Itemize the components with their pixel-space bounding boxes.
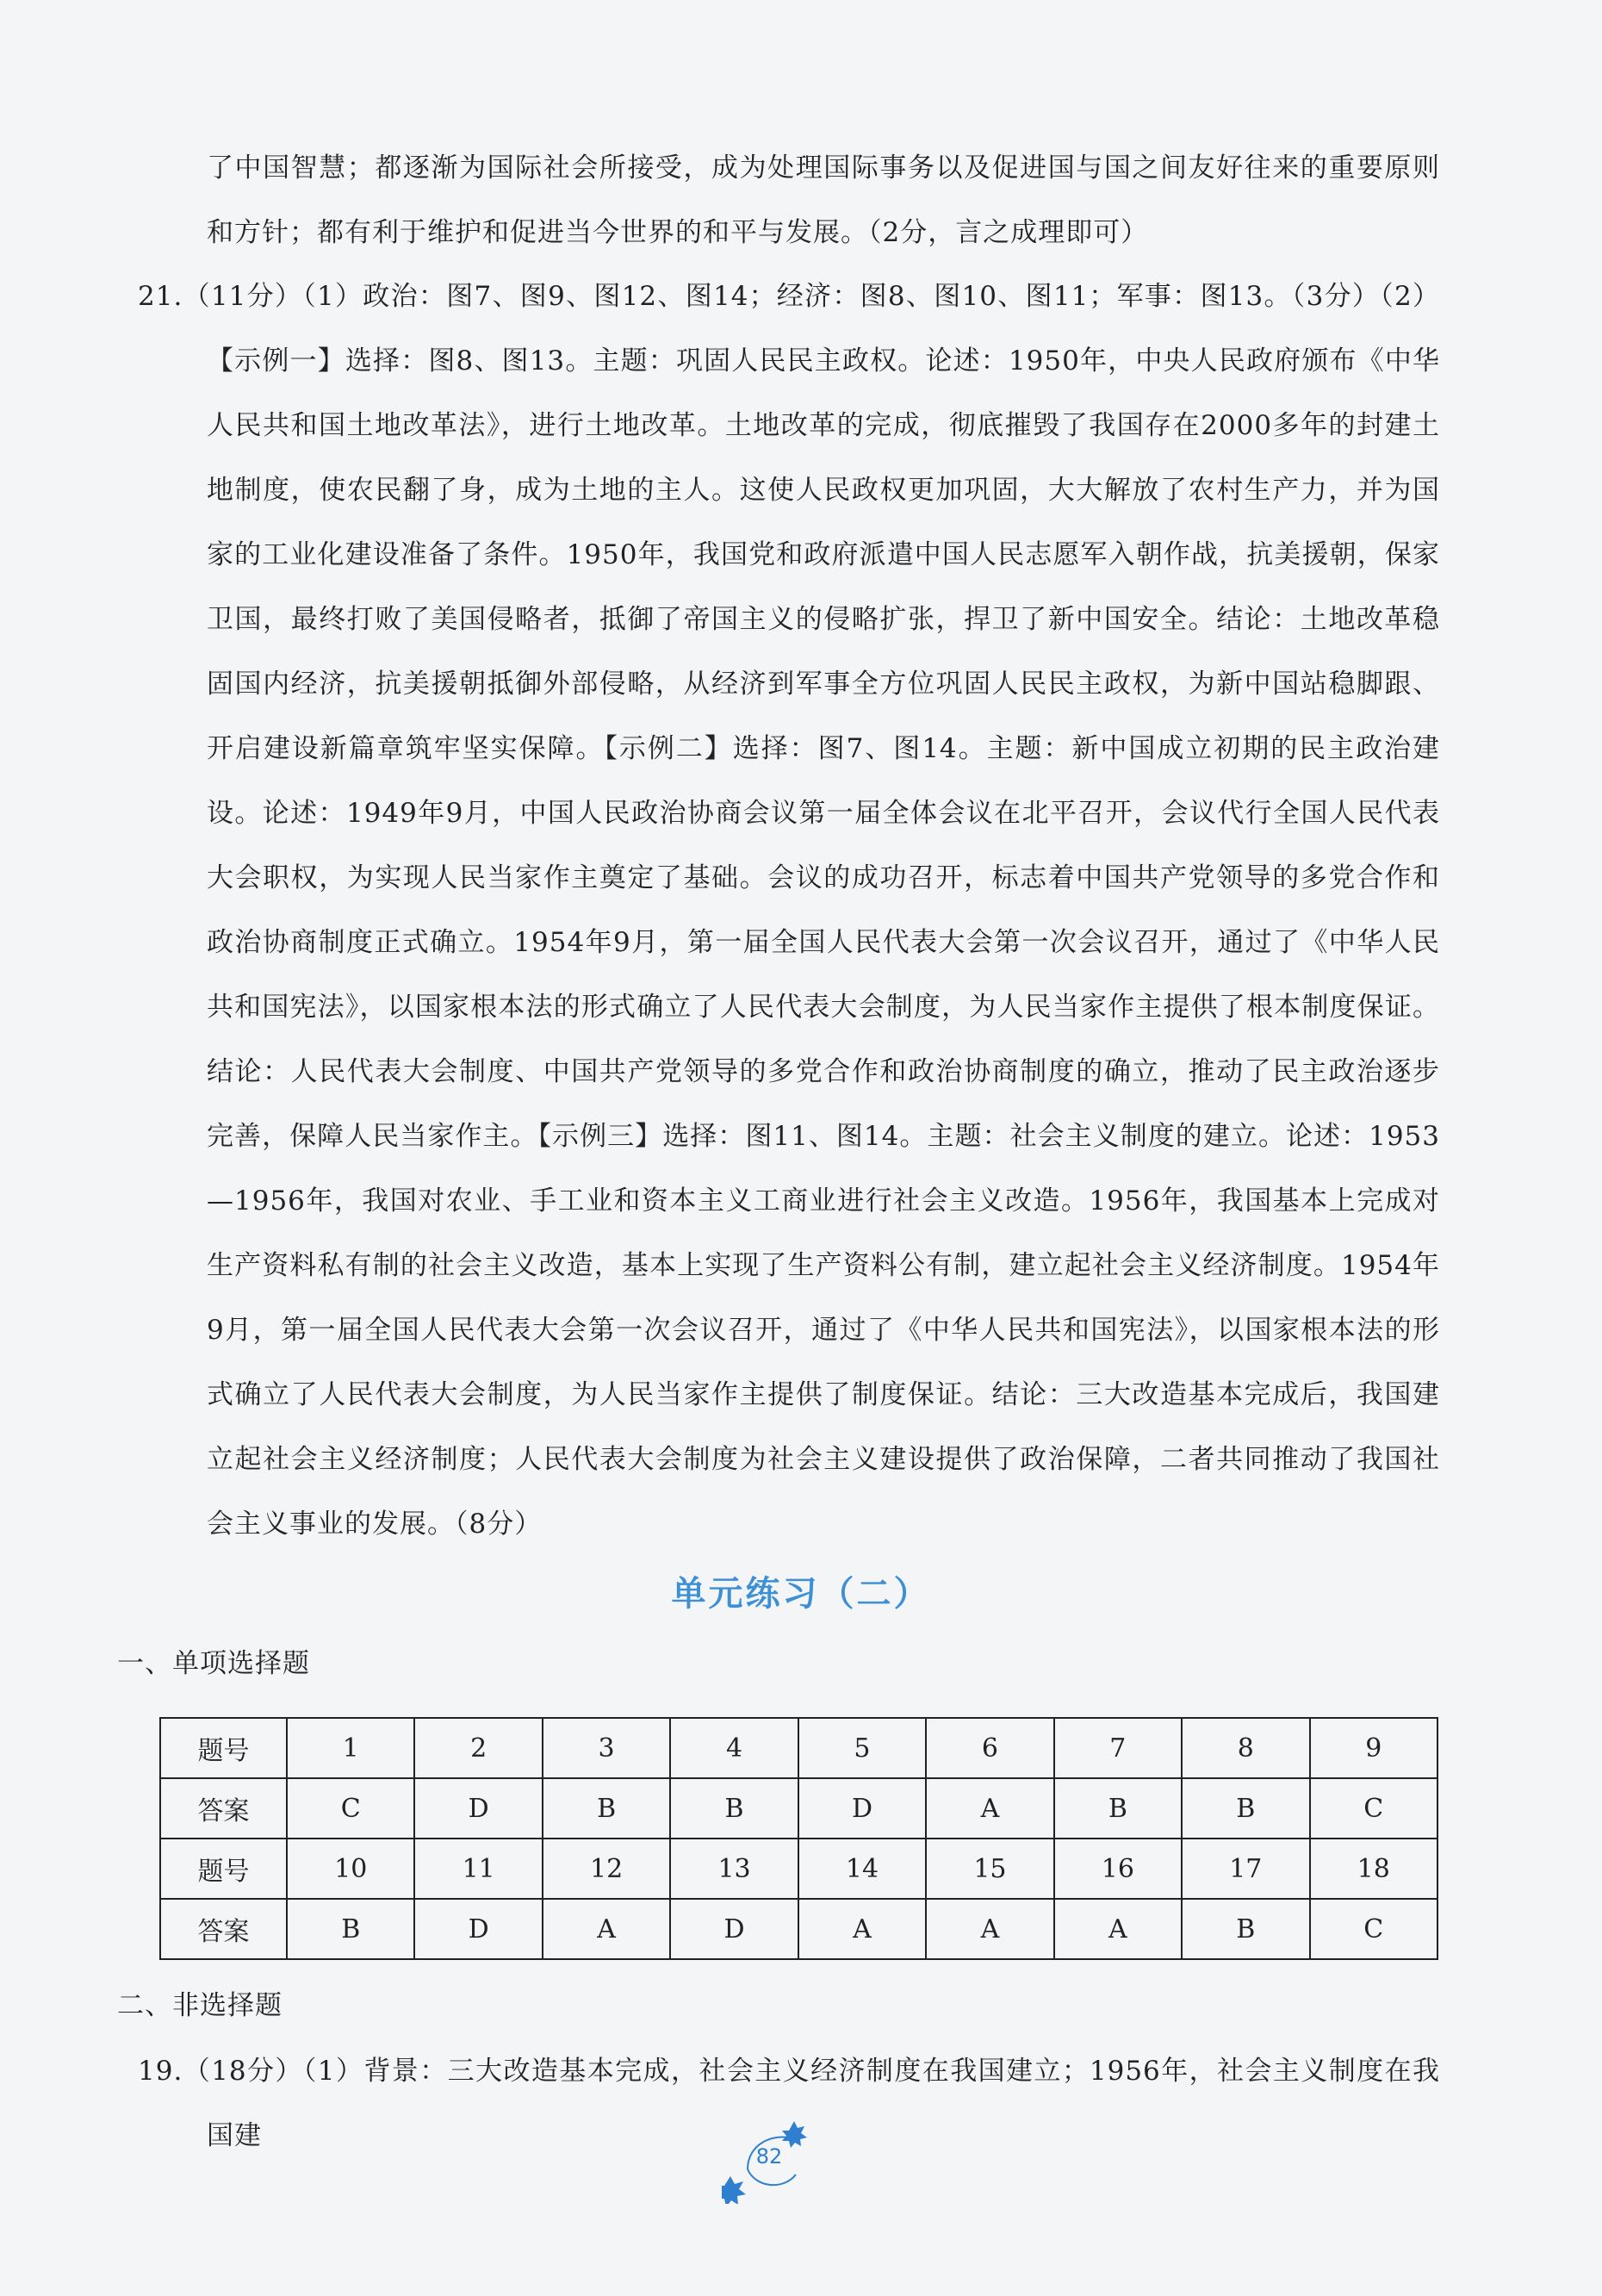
table-cell: 13 bbox=[670, 1839, 798, 1899]
answer-table bbox=[159, 1717, 1438, 1960]
paragraph-20-continuation bbox=[207, 136, 1440, 265]
table-cell: 4 bbox=[670, 1718, 798, 1778]
paragraph-text: 21.（11分）（1）政治：图7、图9、图12、图14；经济：图8、图10、图11；军事：图13。（3分）（2）【示例一】选择：图8、图13。主题：巩固人民民主政权。论述：1950年，中央人民政府颁布《中华人民共和国土地改革法》，进行土地改革。土地改革的完成，彻底摧毁了我国存在2000多年的封建土地制度，使农民翻了身，成为土地的主人。这使人民政权更加巩固，大大解放了农村生产力，并为国家的工业化建设准备了条件。1950年，我国党和政府派遣中国人民志愿军入朝作战，抗美援朝，保家卫国，最终打败了美国侵略者，抵御了帝国主义的侵略扩张，捍卫了新中国安全。结论：土地改革稳固国内经济，抗美援朝抵御外部侵略，从经济到军事全方位巩固人民民主政权，为新中国站稳脚跟、开启建设新篇章筑牢坚实保障。【示例二】选择：图7、图14。主题：新中国成立初期的民主政治建设。论述：1949年9月，中国人民政治协商会议第一届全体会议在北平召开，会议代行全国人民代表大会职权，为实现人民当家作主奠定了基础。会议的成功召开，标志着中国共产党领导的多党合作和政治协商制度正式确立。1954年9月，第一届全国人民代表大会第一次会议召开，通过了《中华人民共和国宪法》，以国家根本法的形式确立了人民代表大会制度，为人民当家作主提供了根本制度保证。结论：人民代表大会制度、中国共产党领导的多党合作和政治协商制度的确立，推动了民主政治逐步完善，保障人民当家作主。【示例三】选择：图11、图14。主题：社会主义制度的建立。论述：1953—1956年，我国对农业、手工业和资本主义工商业进行社会主义改造。1956年，我国基本上完成对生产资料私有制的社会主义改造，基本上实现了生产资料公有制，建立起社会主义经济制度。1954年9月，第一届全国人民代表大会第一次会议召开，通过了《中华人民共和国宪法》，以国家根本法的形式确立了人民代表大会制度，为人民当家作主提供了制度保证。结论：三大改造基本完成后，我国建立起社会主义经济制度；人民代表大会制度为社会主义建设提供了政治保障，二者共同推动了我国社会主义事业的发展。（8分） bbox=[138, 281, 1440, 1540]
table-cell: 12 bbox=[543, 1839, 670, 1899]
row-header: 答案 bbox=[160, 1899, 287, 1959]
table-cell: D bbox=[414, 1778, 542, 1839]
table-cell: 14 bbox=[798, 1839, 926, 1899]
row-header: 题号 bbox=[160, 1839, 287, 1899]
table-cell: B bbox=[287, 1899, 414, 1959]
table-cell: A bbox=[926, 1899, 1053, 1959]
table-cell: B bbox=[670, 1778, 798, 1839]
paragraph-21 bbox=[138, 264, 1440, 1557]
table-cell: C bbox=[287, 1778, 414, 1839]
table-row bbox=[160, 1839, 1437, 1899]
table-cell: A bbox=[543, 1899, 670, 1959]
table-cell: C bbox=[1310, 1778, 1438, 1839]
table-cell: 9 bbox=[1310, 1718, 1438, 1778]
table-cell: 3 bbox=[543, 1718, 670, 1778]
table-cell: 15 bbox=[926, 1839, 1053, 1899]
table-cell: 2 bbox=[414, 1718, 542, 1778]
table-cell: A bbox=[926, 1778, 1053, 1839]
table-cell: B bbox=[1182, 1899, 1309, 1959]
unit-title: 单元练习（二） bbox=[671, 1574, 931, 1614]
section-heading-choice: 一、单项选择题 bbox=[117, 1648, 310, 1679]
table-cell: 8 bbox=[1182, 1718, 1309, 1778]
table-cell: A bbox=[798, 1899, 926, 1959]
table-cell: D bbox=[670, 1899, 798, 1959]
table-cell: 7 bbox=[1054, 1718, 1182, 1778]
row-header: 题号 bbox=[160, 1718, 287, 1778]
page-number: 82 bbox=[755, 2144, 783, 2168]
table-row bbox=[160, 1899, 1437, 1959]
table-cell: 16 bbox=[1054, 1839, 1182, 1899]
row-header: 答案 bbox=[160, 1778, 287, 1839]
table-cell: B bbox=[1182, 1778, 1309, 1839]
table-cell: 18 bbox=[1310, 1839, 1438, 1899]
table-cell: 10 bbox=[287, 1839, 414, 1899]
table-row bbox=[160, 1778, 1437, 1839]
table-cell: B bbox=[543, 1778, 670, 1839]
table-cell: D bbox=[798, 1778, 926, 1839]
paragraph-text: 19.（18分）（1）背景：三大改造基本完成，社会主义经济制度在我国建立；1956年，社会主义制度在我国建 bbox=[138, 2056, 1440, 2151]
table-cell: B bbox=[1054, 1778, 1182, 1839]
table-row bbox=[160, 1718, 1437, 1778]
paragraph-text: 了中国智慧；都逐渐为国际社会所接受，成为处理国际事务以及促进国与国之间友好往来的重要原则和方针；都有利于维护和促进当今世界的和平与发展。（2分，言之成理即可） bbox=[207, 152, 1440, 248]
page-number-badge bbox=[722, 2109, 817, 2204]
table-cell: A bbox=[1054, 1899, 1182, 1959]
table-cell: 1 bbox=[287, 1718, 414, 1778]
table-cell: 6 bbox=[926, 1718, 1053, 1778]
table-cell: D bbox=[414, 1899, 542, 1959]
table-cell: 5 bbox=[798, 1718, 926, 1778]
table-cell: C bbox=[1310, 1899, 1438, 1959]
table-cell: 17 bbox=[1182, 1839, 1309, 1899]
table-cell: 11 bbox=[414, 1839, 542, 1899]
section-heading-nonchoice: 二、非选择题 bbox=[117, 1990, 283, 2021]
